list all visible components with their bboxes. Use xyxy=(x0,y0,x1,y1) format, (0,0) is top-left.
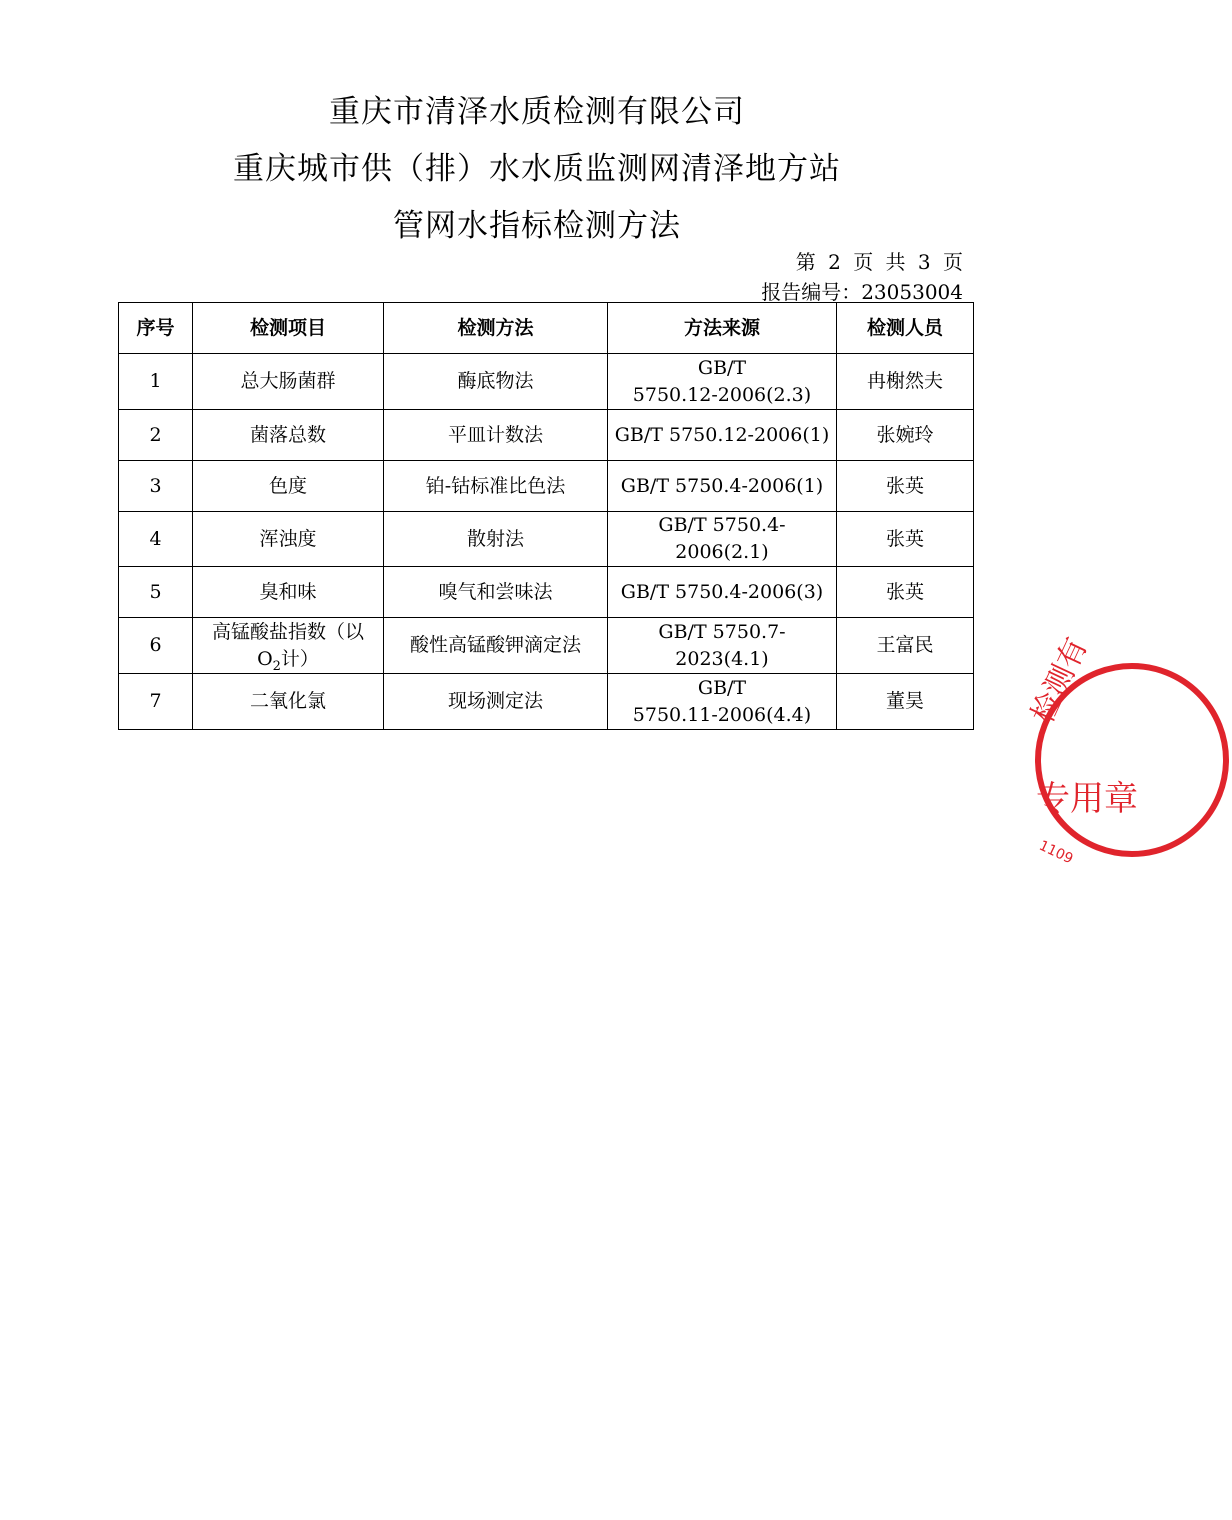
cell-person: 冉榭然夫 xyxy=(837,354,974,410)
table-row xyxy=(119,354,974,410)
svg-text:1109: 1109 xyxy=(1036,837,1076,868)
source-line-2: 5750.11-2006(4.4) xyxy=(632,703,812,726)
cell-item xyxy=(193,618,384,674)
document-title: 管网水指标检测方法 xyxy=(393,208,681,244)
header-no: 序号 xyxy=(119,303,193,354)
cell-item: 二氧化氯 xyxy=(193,674,384,730)
cell-item: 浑浊度 xyxy=(193,512,384,567)
item-line-1: 高锰酸盐指数（以 xyxy=(211,620,364,643)
report-number: 报告编号：23053004 xyxy=(761,280,963,304)
table-row xyxy=(119,618,974,674)
cell-source: GB/T 5750.4-2006(3) xyxy=(608,567,837,618)
cell-item: 总大肠菌群 xyxy=(193,354,384,410)
cell-method: 酶底物法 xyxy=(384,354,608,410)
source-line-1: GB/T xyxy=(697,676,747,699)
cell-person: 张英 xyxy=(837,461,974,512)
page-info: 第 2 页 共 3 页 xyxy=(795,250,963,274)
station-title: 重庆城市供（排）水水质监测网清泽地方站 xyxy=(233,151,841,187)
cell-item: 臭和味 xyxy=(193,567,384,618)
cell-person: 张英 xyxy=(837,567,974,618)
cell-source: GB/T 5750.7-2023(4.1) xyxy=(608,618,837,674)
item-subscript: 2 xyxy=(272,658,281,674)
cell-no: 4 xyxy=(119,512,193,567)
company-seal-stamp xyxy=(1024,632,1232,868)
header-person: 检测人员 xyxy=(837,303,974,354)
cell-method: 平皿计数法 xyxy=(384,410,608,461)
cell-source: GB/T 5750.4-2006(1) xyxy=(608,461,837,512)
table-row xyxy=(119,674,974,730)
table-header-row xyxy=(119,303,974,354)
table-row xyxy=(119,512,974,567)
header-method: 检测方法 xyxy=(384,303,608,354)
cell-no: 7 xyxy=(119,674,193,730)
cell-no: 6 xyxy=(119,618,193,674)
svg-text:检测有: 检测有 xyxy=(1024,632,1095,729)
item-line-2: 计） xyxy=(280,647,319,670)
svg-text:专用章: 专用章 xyxy=(1036,779,1138,819)
cell-item: 色度 xyxy=(193,461,384,512)
company-title: 重庆市清泽水质检测有限公司 xyxy=(329,94,745,130)
cell-source: GB/T 5750.12-2006(1) xyxy=(608,410,837,461)
source-line-2: 5750.12-2006(2.3) xyxy=(632,383,812,406)
header-source: 方法来源 xyxy=(608,303,837,354)
item-formula: O xyxy=(257,647,273,670)
cell-method: 铂-钴标准比色法 xyxy=(384,461,608,512)
cell-source xyxy=(608,674,837,730)
source-line-1: GB/T xyxy=(697,356,747,379)
cell-no: 2 xyxy=(119,410,193,461)
table-row xyxy=(119,567,974,618)
cell-item: 菌落总数 xyxy=(193,410,384,461)
cell-method: 嗅气和尝味法 xyxy=(384,567,608,618)
cell-source: GB/T 5750.4-2006(2.1) xyxy=(608,512,837,567)
cell-person: 张婉玲 xyxy=(837,410,974,461)
cell-no: 5 xyxy=(119,567,193,618)
methods-table xyxy=(118,302,974,730)
cell-method: 酸性高锰酸钾滴定法 xyxy=(384,618,608,674)
cell-no: 1 xyxy=(119,354,193,410)
cell-no: 3 xyxy=(119,461,193,512)
cell-method: 散射法 xyxy=(384,512,608,567)
cell-method: 现场测定法 xyxy=(384,674,608,730)
cell-person: 王富民 xyxy=(837,618,974,674)
cell-source xyxy=(608,354,837,410)
header-item: 检测项目 xyxy=(193,303,384,354)
table-row xyxy=(119,410,974,461)
cell-person: 董昊 xyxy=(837,674,974,730)
cell-person: 张英 xyxy=(837,512,974,567)
table-row xyxy=(119,461,974,512)
